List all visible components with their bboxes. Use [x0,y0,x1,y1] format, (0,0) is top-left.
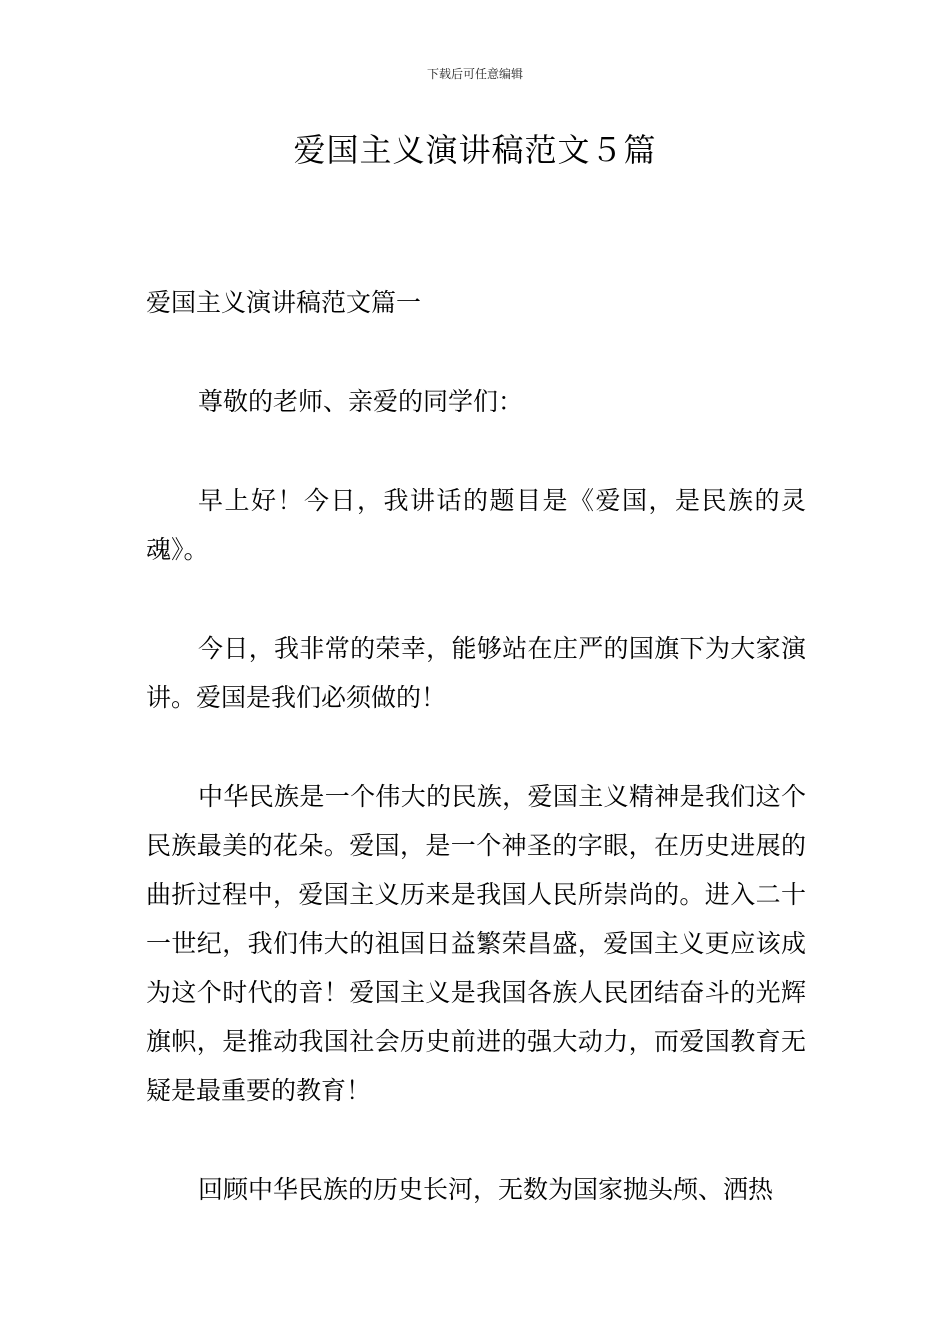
paragraph-patriotism: 中华民族是一个伟大的民族，爱国主义精神是我们这个民族最美的花朵。爱国，是一个神圣的字眼，在历史进展的曲折过程中，爱国主义历来是我国人民所崇尚的。进入二十一世纪，我们伟大的祖国日益繁荣昌盛，爱国主义更应该成为这个时代的音！爱国主义是我国各族人民团结奋斗的光辉旗帜，是推动我国社会历史前进的强大动力，而爱国教育无疑是最重要的教育！ [146,782,806,1105]
document-body [146,278,806,1264]
paragraph-opening: 早上好！今日，我讲话的题目是《爱国，是民族的灵魂》。 [146,486,806,564]
paragraph-greeting: 尊敬的老师、亲爱的同学们： [198,387,524,416]
document-title: 爱国主义演讲稿范文５篇 [293,131,657,169]
paragraph-history: 回顾中华民族的历史长河，无数为国家抛头颅、洒热 [198,1175,774,1204]
section-heading: 爱国主义演讲稿范文篇一 [146,288,422,317]
header-note: 下载后可任意编辑 [426,67,523,81]
paragraph-honor: 今日，我非常的荣幸，能够站在庄严的国旗下为大家演讲。爱国是我们必须做的！ [146,634,806,712]
